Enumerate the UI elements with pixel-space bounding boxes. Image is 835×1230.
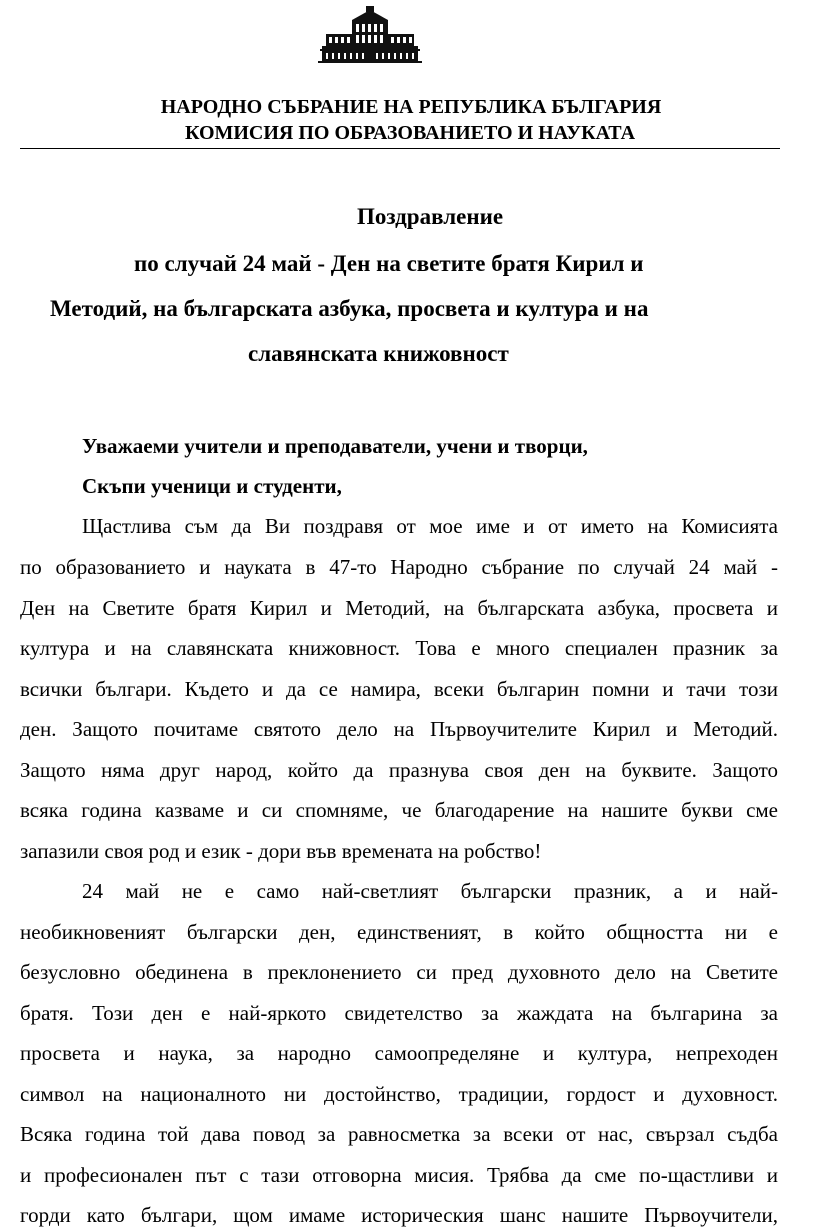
salutation-line: Скъпи ученици и студенти, xyxy=(82,474,342,498)
body-text-line: Всяка година той дава повод за равносметка за всеки от нас, свързал съдба xyxy=(20,1122,778,1146)
document-subtitle-line: по случай 24 май - Ден на светите братя Кирил и xyxy=(134,251,644,276)
body-text-line: безусловно обединена в преклонението си пред духовното дело на Светите xyxy=(20,960,778,984)
body-text-line: запазили своя род и език - дори във времената на робство! xyxy=(20,839,542,863)
document-subtitle-line: Методий, на българската азбука, просвета и култура и на xyxy=(50,296,649,321)
body-text-line: и професионален път с тази отговорна мисия. Трябва да сме по-щастливи и xyxy=(20,1163,778,1187)
document-title: Поздравление xyxy=(356,204,504,229)
org-name-parliament: НАРОДНО СЪБРАНИЕ НА РЕПУБЛИКА БЪЛГАРИЯ xyxy=(160,96,662,118)
body-text-line: Ден на Светите братя Кирил и Методий, на българската азбука, просвета и xyxy=(20,596,778,620)
body-text-line: Щастлива съм да Ви поздравя от мое име и от името на Комисията xyxy=(82,514,778,538)
body-text-line: горди като българи, щом имаме историческия шанс нашите Първоучители, xyxy=(20,1203,778,1227)
body-text-line: символ на националното ни достойнство, традиции, гордост и духовност. xyxy=(20,1082,778,1106)
body-text-line: необикновеният български ден, единственият, в който общността ни е xyxy=(20,920,778,944)
body-text-line: култура и на славянската книжовност. Това е много специален празник за xyxy=(20,636,778,660)
salutation-line: Уважаеми учители и преподаватели, учени и творци, xyxy=(82,434,588,458)
body-text-line: 24 май не е само най-светлият български празник, а и най- xyxy=(82,879,778,903)
body-text-line: Защото няма друг народ, който да празнува своя ден на буквите. Защото xyxy=(20,758,778,782)
org-name-committee: КОМИСИЯ ПО ОБРАЗОВАНИЕТО И НАУКАТА xyxy=(184,122,636,144)
body-text-line: братя. Този ден е най-яркото свидетелство за жаждата на българина за xyxy=(20,1001,778,1025)
document-subtitle-line: славянската книжовност xyxy=(248,341,509,366)
body-text-line: ден. Защото почитаме святото дело на Първоучителите Кирил и Методий. xyxy=(20,717,778,741)
parliament-building-icon xyxy=(318,6,422,66)
body-text-line: всяка година казваме и си спомняме, че благодарение на нашите букви сме xyxy=(20,798,778,822)
body-text-line: просвета и наука, за народно самоопределяне и култура, непреходен xyxy=(20,1041,778,1065)
body-text-line: всички българи. Където и да се намира, всеки българин помни и тачи този xyxy=(20,677,778,701)
header-divider xyxy=(20,148,780,149)
body-text-line: по образованието и науката в 47-то Народно събрание по случай 24 май - xyxy=(20,555,778,579)
